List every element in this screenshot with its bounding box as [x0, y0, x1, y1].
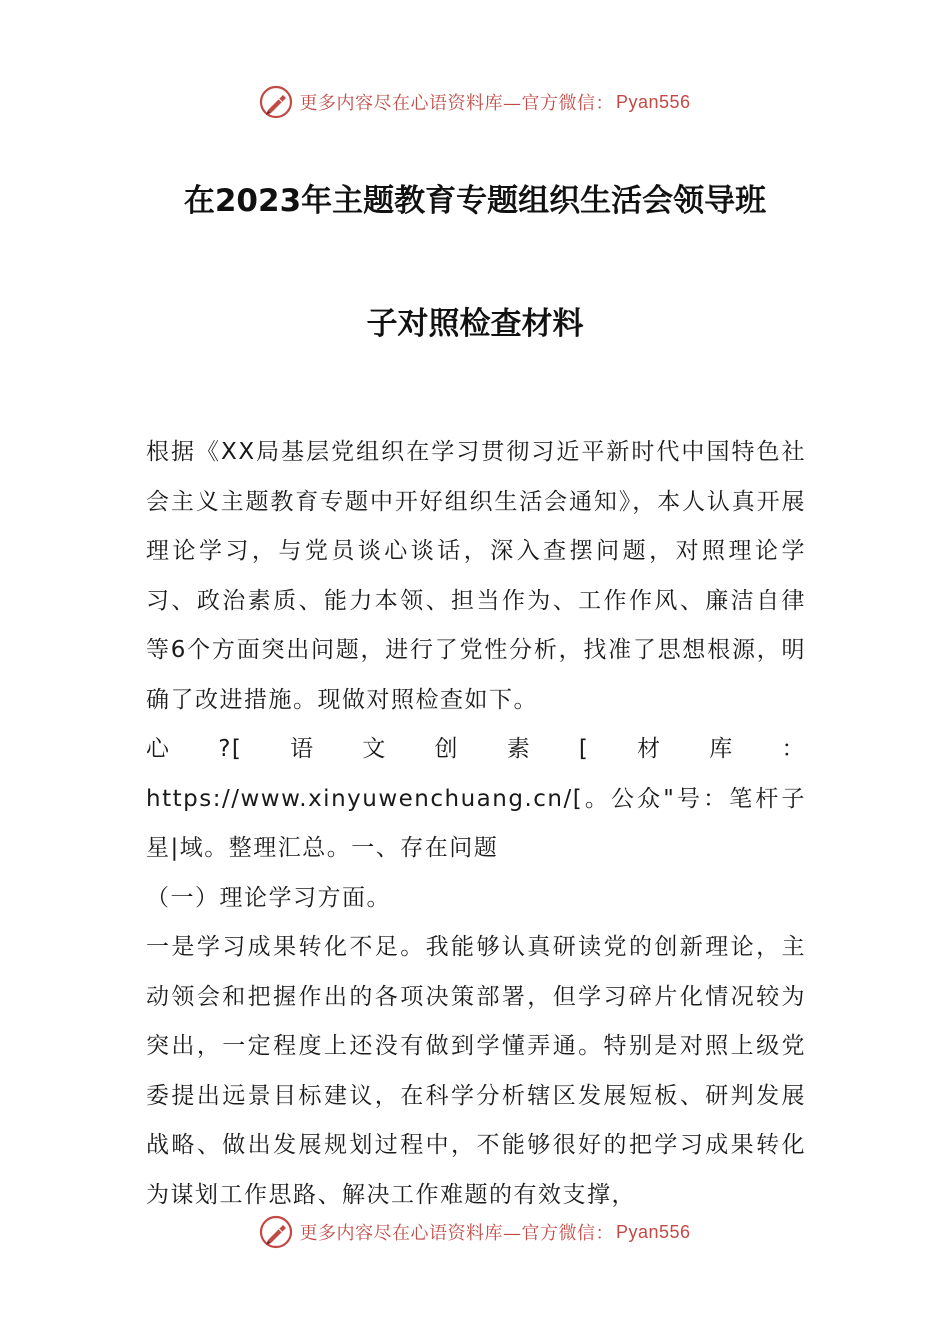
paragraph-intro: 根据《XX局基层党组织在学习贯彻习近平新时代中国特色社会主义主题教育专题中开好组织生活会通知》，本人认真开展理论学习，与党员谈心谈话，深入查摆问题，对照理论学习、政治素质、能力本领、担当作为、工作作风、廉洁自律等6个方面突出问题，进行了党性分析，找准了思想根源，明确了改进措施。现做对照检查如下。: [146, 439, 806, 713]
watermark-wechat-id: Pyan556: [615, 91, 691, 112]
watermark-wechat-id: Pyan556: [615, 1221, 691, 1242]
document-body: [146, 428, 806, 1220]
paragraph-section-heading: （一）理论学习方面。: [146, 884, 391, 911]
document-title-line-1: 在2023年主题教育专题组织生活会领导班: [183, 183, 767, 219]
paragraph-source-note: 心?[语文创素[材库：https://www.xinyuwenchuang.cn/[。公众"号：笔杆子星|域。整理汇总。一、存在问题: [146, 736, 806, 861]
watermark-text: 更多内容尽在心语资料库—官方微信：: [299, 93, 614, 114]
watermark-header: [0, 82, 950, 122]
document-title-line-2: 子对照检查材料: [366, 306, 584, 342]
pen-logo-icon: [259, 85, 293, 119]
watermark-text: 更多内容尽在心语资料库—官方微信：: [299, 1223, 614, 1244]
paragraph-point-one: 一是学习成果转化不足。我能够认真研读党的创新理论，主动领会和把握作出的各项决策部署，但学习碎片化情况较为突出，一定程度上还没有做到学懂弄通。特别是对照上级党委提出远景目标建议，在科学分析辖区发展短板、研判发展战略、做出发展规划过程中，不能够很好的把学习成果转化为谋划工作思路、解决工作难题的有效支撑，: [146, 934, 806, 1208]
pen-logo-icon: [259, 1215, 293, 1249]
watermark-footer: [0, 1212, 950, 1252]
